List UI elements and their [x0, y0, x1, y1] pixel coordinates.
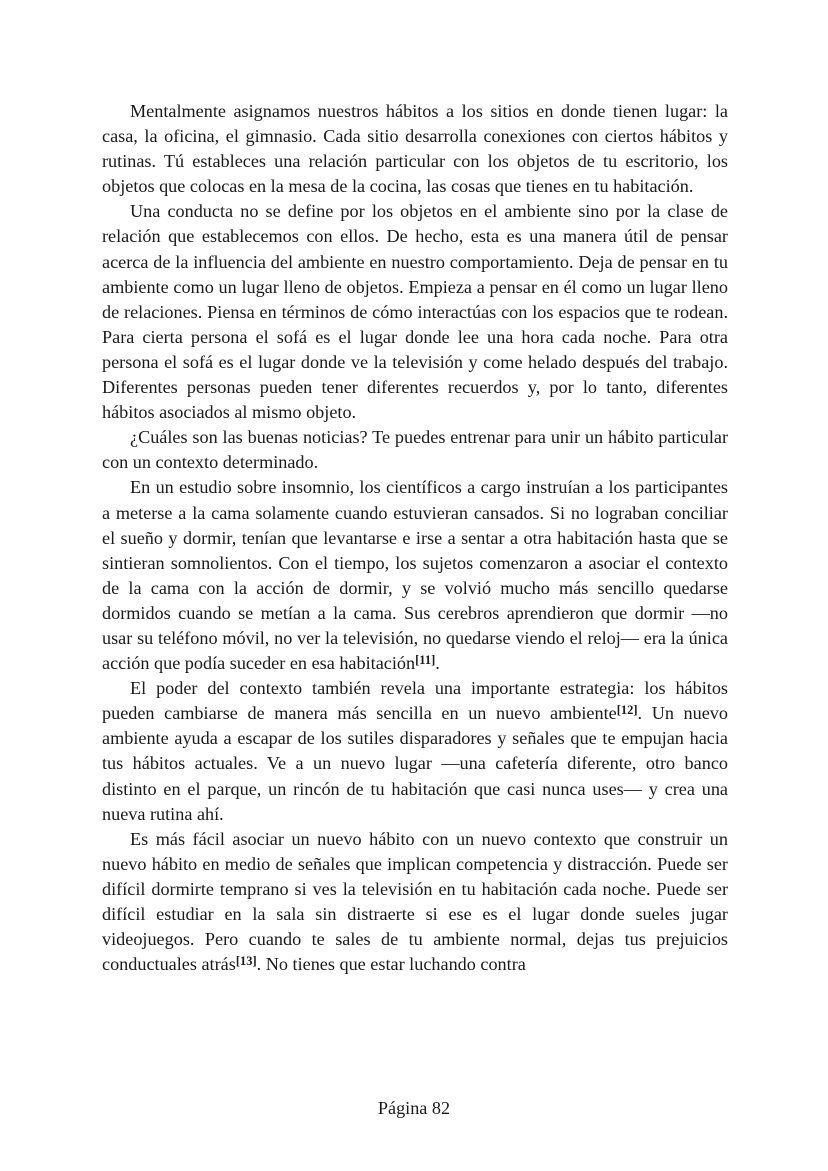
footnote-link-11[interactable]: [11]: [415, 653, 436, 668]
paragraph-new-context: [102, 827, 728, 978]
paragraph-relations: [102, 199, 728, 425]
paragraph-text: Es más fácil asociar un nuevo hábito con un nuevo contexto que construir un nuevo hábito en medio de señales que implican competencia y distracción. Puede ser difícil dormirte temprano si ves la televisión en tu habitación cada noche. Puede ser difícil estudiar en la sala sin distraerte si ese es el lugar donde sueles jugar videojuegos. Pero cuando te sales de tu ambiente normal, dejas tus prejuicios conductuales atrás: [102, 828, 728, 975]
paragraph-text: Una conducta no se define por los objetos en el ambiente sino por la clase de relación que establecemos con ellos. De hecho, esta es una manera útil de pensar acerca de la influencia del ambiente en nuestro comportamiento. Deja de pensar en tu ambiente como un lugar lleno de objetos. Empieza a pensar en él como un lugar lleno de relaciones. Piensa en términos de cómo interactúas con los espacios que te rodean. Para cierta persona el sofá es el lugar donde lee una hora cada noche. Para otra persona el sofá es el lugar donde ve la televisión y come helado después del trabajo. Diferentes personas pueden tener diferentes recuerdos y, por lo tanto, diferentes hábitos asociados al mismo objeto.: [102, 201, 728, 423]
footnote-link-12[interactable]: [12]: [616, 703, 638, 718]
footnote-link-13[interactable]: [13]: [235, 954, 257, 969]
paragraph-places-habits: [102, 99, 728, 199]
paragraph-text-tail: . Un nuevo ambiente ayuda a escapar de los sutiles disparadores y señales que te empujan hacia tus hábitos actuales. Ve a un nuevo lugar —una cafetería diferente, otro banco distinto en el parque, un rincón de tu habitación que casi nunca uses— y crea una nueva rutina ahí.: [102, 703, 728, 824]
paragraph-text-tail: .: [435, 653, 440, 674]
paragraph-text: En un estudio sobre insomnio, los científicos a cargo instruían a los participantes a meterse a la cama solamente cuando estuvieran cansados. Si no lograban conciliar el sueño y dormir, tenían que levantarse e irse a sentar a otra habitación hasta que se sintieran somnolientos. Con el tiempo, los sujetos comenzaron a asociar el contexto de la cama con la acción de dormir, y se volvió mucho más sencillo quedarse dormidos cuando se metían a la cama. Sus cerebros aprendieron que dormir —no usar su teléfono móvil, no ver la televisión, no quedarse viendo el reloj— era la única acción que podía suceder en esa habitación: [102, 477, 728, 674]
page-body: [102, 99, 728, 977]
paragraph-insomnia-study: [102, 475, 728, 676]
paragraph-good-news: [102, 425, 728, 475]
paragraph-text: Mentalmente asignamos nuestros hábitos a los sitios en donde tienen lugar: la casa, la oficina, el gimnasio. Cada sitio desarrolla conexiones con ciertos hábitos y rutinas. Tú estableces una relación particular con los objetos de tu escritorio, los objetos que colocas en la mesa de la cocina, las cosas que tienes en tu habitación.: [102, 101, 728, 197]
page-number: Página 82: [377, 1098, 451, 1118]
paragraph-text: El poder del contexto también revela una importante estrategia: los hábitos pueden cambiarse de manera más sencilla en un nuevo ambiente: [102, 678, 728, 724]
paragraph-text-tail: . No tienes que estar luchando contra: [256, 954, 526, 975]
paragraph-text: ¿Cuáles son las buenas noticias? Te puedes entrenar para unir un hábito particular con un contexto determinado.: [102, 427, 728, 473]
paragraph-context-power: [102, 676, 728, 827]
